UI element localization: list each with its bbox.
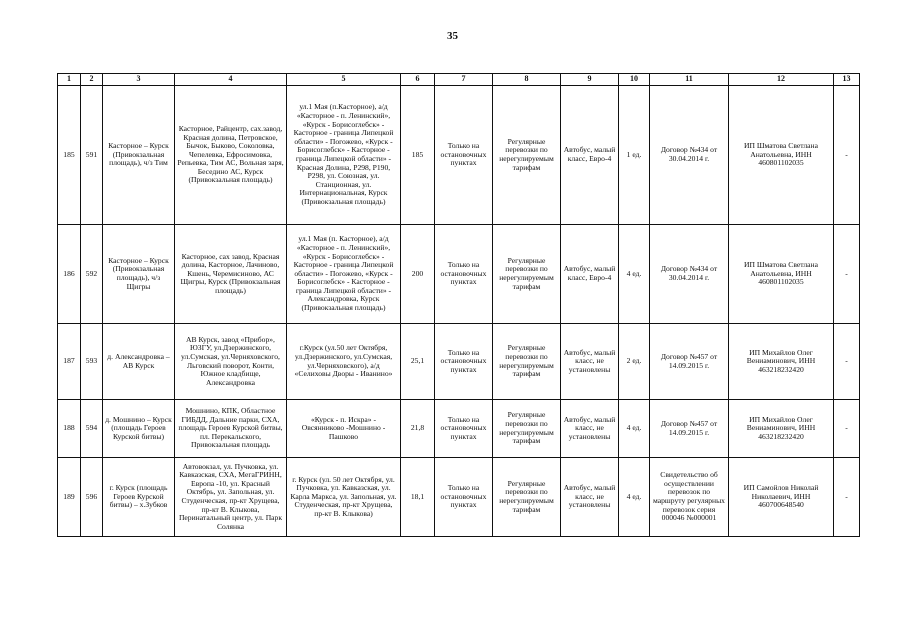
route-number: 591 <box>81 86 103 225</box>
route-length: 200 <box>401 225 435 324</box>
table-row <box>58 400 860 458</box>
vehicle-count: 2 ед. <box>619 324 650 400</box>
route-name: г. Курск (площадь Героев Курской битвы) – х.Зубков <box>103 458 175 537</box>
boarding-rule: Только на остановочных пунктах <box>435 86 493 225</box>
boarding-rule: Только на остановочных пунктах <box>435 225 493 324</box>
header-cell: 12 <box>729 74 834 86</box>
route-length: 18,1 <box>401 458 435 537</box>
vehicle-class: Автобус, малый класс, не установлены <box>561 324 619 400</box>
vehicle-count: 4 ед. <box>619 458 650 537</box>
stops-list: Автовокзал, ул. Пучковка, ул. Кавказская, СХА, МегаГРИНН, Европа -10, ул. Красный Октябрь, ул. Запольная, ул. Студенческая, пр-кт Хрущева, пр-кт В. Клыкова, Перинатальный центр, ул. Парк Солянка <box>175 458 287 537</box>
header-cell: 11 <box>650 74 729 86</box>
header-cell: 8 <box>493 74 561 86</box>
carrier-info: ИП Шматова Светлана Анатольевна, ИНН 460801102035 <box>729 86 834 225</box>
header-cell: 3 <box>103 74 175 86</box>
vehicle-class: Автобус, малый класс, не установлены <box>561 458 619 537</box>
vehicle-count: 4 ед. <box>619 400 650 458</box>
route-length: 25,1 <box>401 324 435 400</box>
transport-type: Регулярные перевозки по нерегулируемым тарифам <box>493 225 561 324</box>
route-number: 594 <box>81 400 103 458</box>
route-name: д. Александровка – АВ Курск <box>103 324 175 400</box>
route-length: 21,8 <box>401 400 435 458</box>
stops-list: АВ Курск, завод «Прибор», ЮЗГУ, ул.Дзержинского, ул.Сумская, ул.Черняховского, Льговский поворот, Конти, Южное кладбище, Александровка <box>175 324 287 400</box>
header-cell: 4 <box>175 74 287 86</box>
header-cell: 7 <box>435 74 493 86</box>
header-cell: 1 <box>58 74 81 86</box>
route-number: 592 <box>81 225 103 324</box>
notes-cell: - <box>834 225 860 324</box>
routes-table <box>57 73 860 537</box>
route-number: 593 <box>81 324 103 400</box>
boarding-rule: Только на остановочных пунктах <box>435 458 493 537</box>
stops-list: Касторное, сах завод, Красная долина, Касторное, Лачиново, Кшень, Черемисиново, АС Щигры, Курск (Привокзальная площадь) <box>175 225 287 324</box>
header-cell: 9 <box>561 74 619 86</box>
contract-info: Договор №434 от 30.04.2014 г. <box>650 86 729 225</box>
header-cell: 13 <box>834 74 860 86</box>
row-seq-number: 186 <box>58 225 81 324</box>
route-number: 596 <box>81 458 103 537</box>
route-length: 185 <box>401 86 435 225</box>
header-cell: 5 <box>287 74 401 86</box>
streets-list: «Курск - п. Искра» - Овсянниково -Мошнино - Пашково <box>287 400 401 458</box>
route-name: Касторное – Курск (Привокзальная площадь), ч/з Щигры <box>103 225 175 324</box>
vehicle-count: 1 ед. <box>619 86 650 225</box>
stops-list: Мошнино, КПК, Областное ГИБДД, Дальние парки, СХА, площадь Героев Курской битвы, пл. Перекальского, Привокзальная площадь <box>175 400 287 458</box>
header-cell: 2 <box>81 74 103 86</box>
table-row <box>58 458 860 537</box>
vehicle-count: 4 ед. <box>619 225 650 324</box>
contract-info: Договор №457 от 14.09.2015 г. <box>650 324 729 400</box>
page-number: 35 <box>447 30 458 42</box>
transport-type: Регулярные перевозки по нерегулируемым тарифам <box>493 458 561 537</box>
boarding-rule: Только на остановочных пунктах <box>435 400 493 458</box>
stops-list: Касторное, Райцентр, сах.завод, Красная долина, Петровское, Бычок, Быково, Соколовка, Чепелевка, Ефросимовка, Репьевка, Тим АС, Вольная заря, Беседино АС, Курск (Привокзальная площадь) <box>175 86 287 225</box>
vehicle-class: Автобус, малый класс, Евро-4 <box>561 86 619 225</box>
row-seq-number: 188 <box>58 400 81 458</box>
notes-cell: - <box>834 458 860 537</box>
vehicle-class: Автобус, малый класс, Евро-4 <box>561 225 619 324</box>
streets-list: ул.1 Мая (п.Касторное), а/д «Касторное - п. Ленинский», «Курск - Борисоглебск» - Касторное - граница Липецкой области» - Погожево, «Курск - Борисоглебск» - Касторное - граница Липецкой области» - Красная Долина, Р298, Р190, Р298, ул. Союзная, ул. Станционная, ул. Интернациональная, Курск (Привокзальная площадь) <box>287 86 401 225</box>
header-cell: 6 <box>401 74 435 86</box>
carrier-info: ИП Самойлов Николай Николаевич, ИНН 460700648540 <box>729 458 834 537</box>
header-row <box>58 74 860 86</box>
streets-list: г.Курск (ул.50 лет Октября, ул.Дзержинского, ул.Сумская, ул.Черняховского), а/д «Селиховы Дворы - Иванино» <box>287 324 401 400</box>
row-seq-number: 187 <box>58 324 81 400</box>
table-row <box>58 86 860 225</box>
streets-list: г. Курск (ул. 50 лет Октября, ул. Пучковка, ул. Кавказская, ул. Карла Маркса, ул. Запольная, ул. Студенческая, пр-кт Хрущева, пр-кт В. Клыкова) <box>287 458 401 537</box>
notes-cell: - <box>834 400 860 458</box>
carrier-info: ИП Михайлов Олег Вениаминович, ИНН 463218232420 <box>729 324 834 400</box>
carrier-info: ИП Михайлов Олег Вениаминович, ИНН 463218232420 <box>729 400 834 458</box>
contract-info: Договор №457 от 14.09.2015 г. <box>650 400 729 458</box>
carrier-info: ИП Шматова Светлана Анатольевна, ИНН 460801102035 <box>729 225 834 324</box>
vehicle-class: Автобус, малый класс, не установлены <box>561 400 619 458</box>
boarding-rule: Только на остановочных пунктах <box>435 324 493 400</box>
transport-type: Регулярные перевозки по нерегулируемым тарифам <box>493 400 561 458</box>
contract-info: Договор №434 от 30.04.2014 г. <box>650 225 729 324</box>
transport-type: Регулярные перевозки по нерегулируемым тарифам <box>493 86 561 225</box>
notes-cell: - <box>834 324 860 400</box>
header-cell: 10 <box>619 74 650 86</box>
contract-info: Свидетельство об осуществлении перевозок по маршруту регулярных перевозок серия 000046 №000001 <box>650 458 729 537</box>
streets-list: ул.1 Мая (п. Касторное), а/д «Касторное - п. Ленинский», «Курск - Борисоглебск» - Касторное - граница Липецкой области» - Погожево, «Курск - Борисоглебск» - Касторное - граница Липецкой области» - Александровка, Курск (Привокзальная площадь) <box>287 225 401 324</box>
route-name: д. Мошнино – Курск (площадь Героев Курской битвы) <box>103 400 175 458</box>
row-seq-number: 189 <box>58 458 81 537</box>
notes-cell: - <box>834 86 860 225</box>
row-seq-number: 185 <box>58 86 81 225</box>
transport-type: Регулярные перевозки по нерегулируемым тарифам <box>493 324 561 400</box>
route-name: Касторное – Курск (Привокзальная площадь), ч/з Тим <box>103 86 175 225</box>
table-row <box>58 324 860 400</box>
table-row <box>58 225 860 324</box>
